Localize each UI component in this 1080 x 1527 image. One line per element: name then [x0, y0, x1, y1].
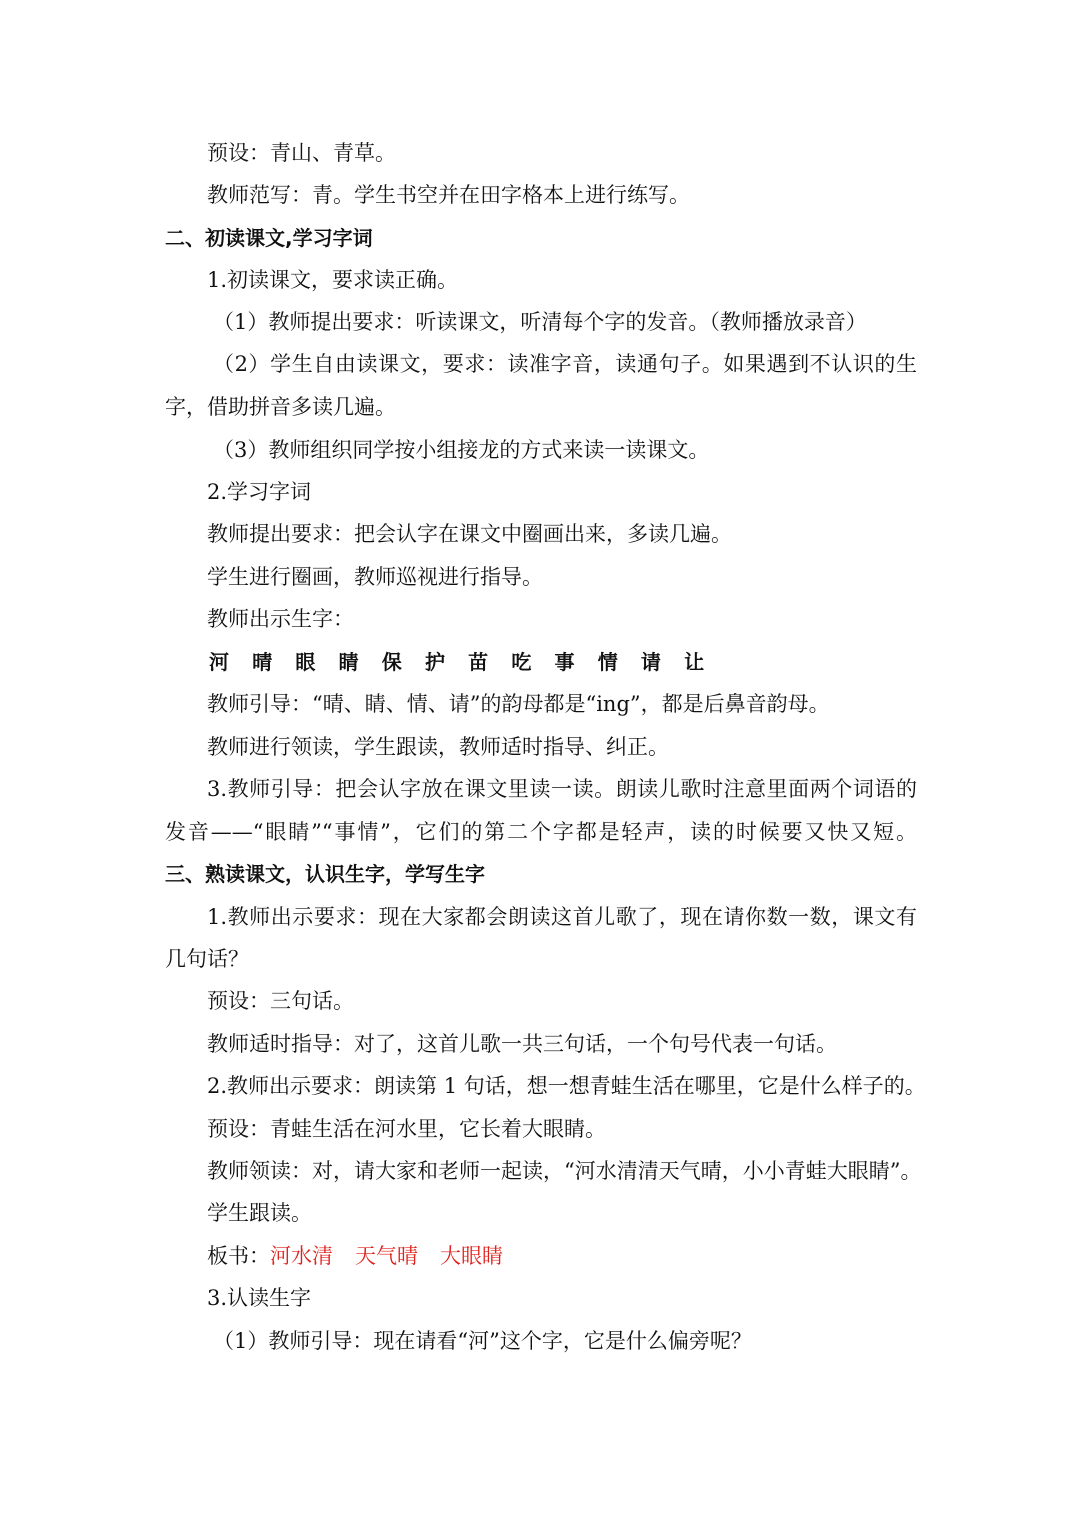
- new-character: 晴: [252, 650, 273, 674]
- paragraph: 几句话？: [165, 947, 249, 971]
- paragraph: 预设：三句话。: [207, 989, 354, 1013]
- paragraph: 1.教师出示要求：现在大家都会朗读这首儿歌了，现在请你数一数，课文有: [207, 905, 917, 929]
- paragraph: （3）教师组织同学按小组接龙的方式来读一读课文。: [213, 438, 710, 462]
- paragraph: 教师出示生字：: [207, 607, 354, 631]
- section-heading: 二、初读课文,学习字词: [165, 226, 373, 250]
- new-character: 请: [640, 650, 661, 674]
- board-item: 天气晴: [355, 1244, 418, 1268]
- section-heading: 三、熟读课文，认识生字，学写生字: [165, 862, 485, 886]
- paragraph: （1）教师提出要求：听读课文，听清每个字的发音。（教师播放录音）: [213, 310, 867, 334]
- paragraph: 教师进行领读，学生跟读，教师适时指导、纠正。: [207, 735, 669, 759]
- paragraph: 字，借助拼音多读几遍。: [165, 395, 396, 419]
- paragraph: 3.教师引导：把会认字放在课文里读一读。朗读儿歌时注意里面两个词语的: [207, 777, 917, 801]
- paragraph: （1）教师引导：现在请看“河”这个字，它是什么偏旁呢？: [213, 1329, 752, 1353]
- new-character: 苗: [468, 650, 489, 674]
- new-character: 护: [424, 650, 445, 674]
- new-character: 情: [597, 650, 618, 674]
- board-label: 板书：: [207, 1244, 270, 1268]
- paragraph: 2.教师出示要求：朗读第 1 句话，想一想青蛙生活在哪里，它是什么样子的。: [207, 1074, 926, 1098]
- new-character: 眼: [295, 650, 316, 674]
- paragraph: 1.初读课文，要求读正确。: [207, 268, 459, 292]
- paragraph: 教师提出要求：把会认字在课文中圈画出来，多读几遍。: [207, 522, 732, 546]
- paragraph: 学生进行圈画，教师巡视进行指导。: [207, 565, 543, 589]
- paragraph: 教师范写：青。学生书空并在田字格本上进行练写。: [207, 183, 690, 207]
- blackboard-line: [207, 1242, 503, 1270]
- board-item: 河水清: [270, 1244, 333, 1268]
- paragraph: 发音——“眼睛”“事情”，它们的第二个字都是轻声，读的时候要又快又短。: [165, 820, 917, 844]
- paragraph: 学生跟读。: [207, 1201, 312, 1225]
- new-characters-list: [209, 648, 727, 676]
- paragraph: 教师领读：对，请大家和老师一起读，“河水清清天气晴，小小青蛙大眼睛”。: [207, 1159, 922, 1183]
- new-character: 事: [554, 650, 575, 674]
- paragraph: 预设：青山、青草。: [207, 141, 396, 165]
- new-character: 河: [209, 650, 229, 674]
- paragraph: 预设：青蛙生活在河水里，它长着大眼睛。: [207, 1117, 606, 1141]
- new-character: 吃: [511, 650, 532, 674]
- paragraph: 教师引导：“晴、睛、情、请”的韵母都是“ing”，都是后鼻音韵母。: [207, 692, 830, 716]
- board-item: 大眼睛: [440, 1244, 503, 1268]
- new-character: 保: [381, 650, 402, 674]
- new-character: 睛: [338, 650, 359, 674]
- paragraph: （2）学生自由读课文，要求：读准字音，读通句子。如果遇到不认识的生: [213, 352, 917, 376]
- paragraph: 2.学习字词: [207, 480, 312, 504]
- paragraph: 教师适时指导：对了，这首儿歌一共三句话，一个句号代表一句话。: [207, 1032, 837, 1056]
- new-character: 让: [684, 650, 705, 674]
- paragraph: 3.认读生字: [207, 1286, 312, 1310]
